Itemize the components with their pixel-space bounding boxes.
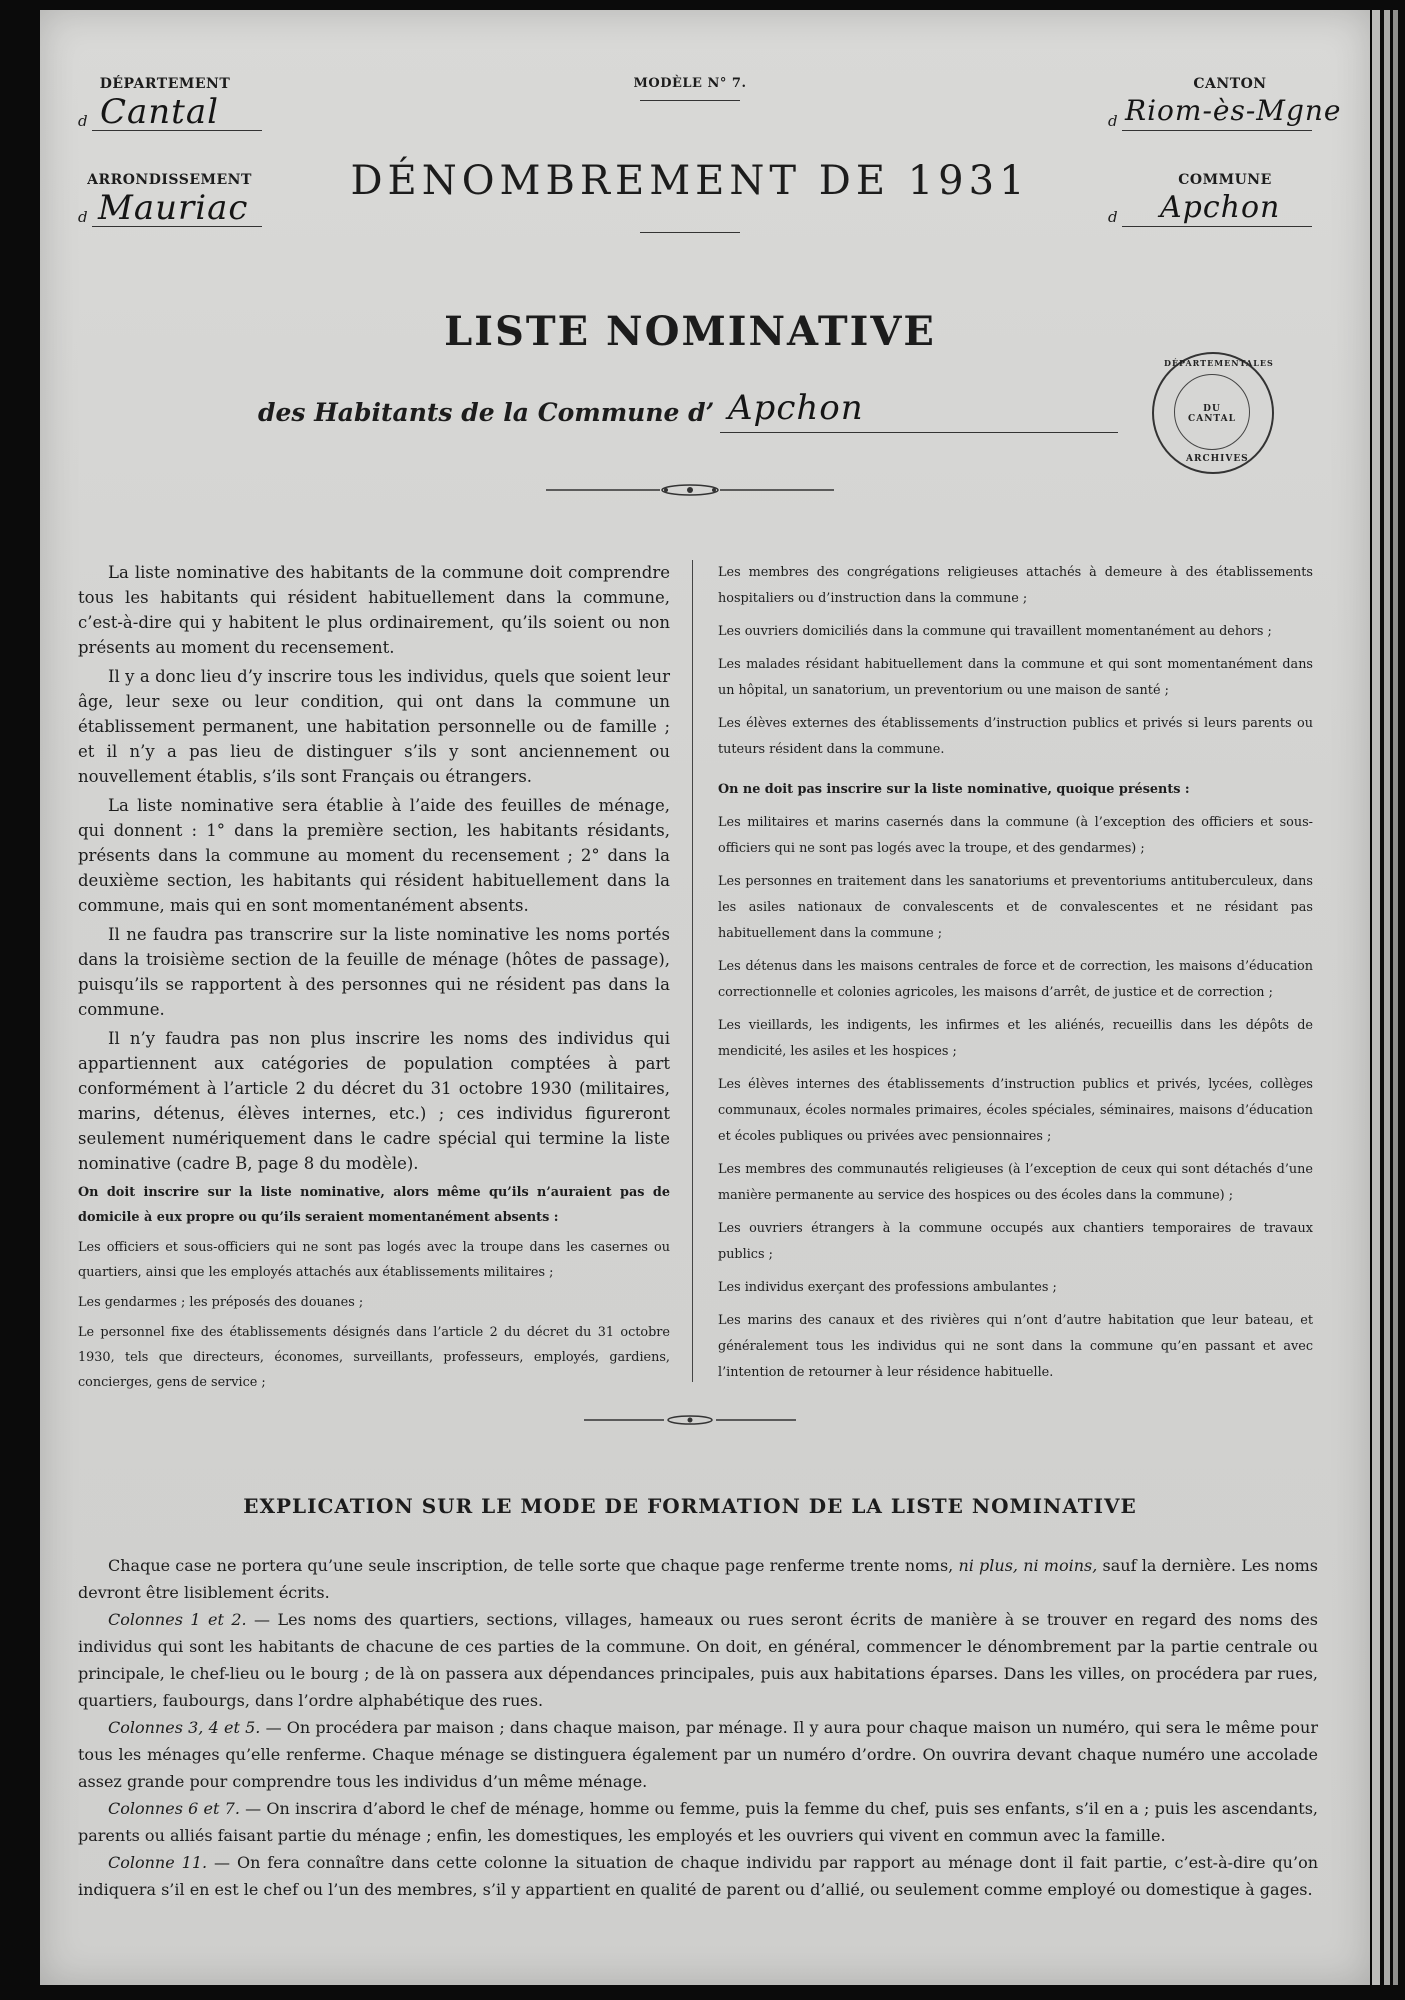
list-item: Les malades résidant habituellement dans la commune et qui sont momentanément dans un hôpital, un sanatorium, un preventorium ou une maison de santé ; — [718, 657, 1313, 698]
subtitle-commune-value: Apchon — [728, 388, 864, 428]
column-label: Colonnes 3, 4 et 5. — [108, 1718, 261, 1737]
paragraph — [78, 1606, 1318, 1714]
column-label: Colonnes 6 et 7. — [108, 1799, 240, 1818]
column-divider — [692, 560, 693, 1382]
fill-line — [1122, 130, 1312, 131]
text-run: — On fera connaître dans cette colonne la situation de chaque individu par rapport au ménage dont il fait partie, c’est-à-dire qu’on indiquera s’il en est le chef ou l’un des membres, s’il y appartient en qualité de parent ou d’allié, ou seulement comme employé ou domestique à gages. — [78, 1853, 1319, 1899]
departement-label: DÉPARTEMENT — [99, 76, 231, 92]
text-run: sauf la dernière. Les noms devront être lisiblement écrits. — [78, 1556, 1319, 1602]
fill-line — [720, 432, 1118, 433]
list-item: Les ouvriers domiciliés dans la commune qui travaillent momentanément au dehors ; — [718, 624, 1272, 639]
list-item: Les membres des communautés religieuses (à l’exception de ceux qui sont détachés d’une manière permanente au service des hospices ou des écoles dans la commune) ; — [718, 1162, 1313, 1203]
d-prefix: d — [78, 208, 88, 226]
list-item: Les militaires et marins casernés dans la commune (à l’exception des officiers et sous-officiers qui ne sont pas logés avec la troupe, et des gendarmes) ; — [718, 815, 1313, 856]
list-item: Les élèves externes des établissements d’instruction publics et privés si leurs parents ou tuteurs résident dans la commune. — [718, 716, 1313, 757]
fill-line — [1122, 226, 1312, 227]
list-item: Les membres des congrégations religieuses attachés à demeure à des établissements hospitaliers ou d’instruction dans la commune ; — [718, 565, 1313, 606]
instructions-left — [78, 560, 670, 1180]
canton-value: Riom-ès-Mgne — [1125, 94, 1342, 127]
page-edge — [1372, 10, 1380, 1985]
paragraph: Il n’y faudra pas non plus inscrire les noms des individus qui appartiennent aux catégories de population comptées à part conformément à l’article 2 du décret du 31 octobre 1930 (militaires, marins, détenus, élèves internes, etc.) ; ces individus figureront seulement numériquement dans le cadre spécial qui termine la liste nominative (cadre B, page 8 du modèle). — [78, 1029, 670, 1173]
modele-number: MODÈLE N° 7. — [633, 76, 747, 91]
list-item: Les ouvriers étrangers à la commune occupés aux chantiers temporaires de travaux publics ; — [718, 1221, 1313, 1262]
arrondissement-value: Mauriac — [98, 188, 249, 228]
inscrire-list — [78, 1180, 670, 1400]
list-item: Les vieillards, les indigents, les infirmes et les aliénés, recueillis dans les dépôts de mendicité, les asiles et les hospices ; — [718, 1018, 1313, 1059]
liste-title: LISTE NOMINATIVE — [444, 308, 936, 355]
paragraph: Il y a donc lieu d’y inscrire tous les individus, quels que soient leur âge, leur sexe ou leur condition, qui ont dans la commune un établissement permanent, une habitation personnelle ou de famille ; et il n’y a pas lieu de distinguer s’ils y sont anciennement ou nouvellement établis, s’ils sont Français ou étrangers. — [78, 667, 670, 786]
paragraph: La liste nominative des habitants de la commune doit comprendre tous les habitants qui résident habituellement dans la commune, c’est-à-dire qui y habitent le plus ordinairement, qu’ils soient ou non présents au moment du recensement. — [78, 563, 670, 657]
stamp-text: DU CANTAL — [1188, 404, 1236, 424]
text-run: — On inscrira d’abord le chef de ménage, homme ou femme, puis la femme du chef, puis ses enfants, s’il en a ; puis les ascendants, parents ou alliés faisant partie du ménage ; enfin, les domestiques, les employés et les ouvriers qui vivent en commun avec la famille. — [78, 1799, 1319, 1845]
paragraph — [78, 1795, 1318, 1849]
commune-value: Apchon — [1160, 190, 1281, 225]
stamp-text: DÉPARTEMENTALES — [1164, 358, 1274, 368]
column-label: Colonne 11. — [108, 1853, 208, 1872]
list-item: Les officiers et sous-officiers qui ne sont pas logés avec la troupe dans les casernes ou quartiers, ainsi que les employés attachés aux établissements militaires ; — [78, 1240, 670, 1280]
paragraph: Il ne faudra pas transcrire sur la liste nominative les noms portés dans la troisième section de la feuille de ménage (hôtes de passage), puisqu’ils se rapportent à des personnes qui ne résident pas dans la commune. — [78, 925, 670, 1019]
paragraph — [78, 1714, 1318, 1795]
d-prefix: d — [1108, 112, 1118, 130]
section-heading: On doit inscrire sur la liste nominative, alors même qu’ils n’auraient pas de domicile à eux propre ou qu’ils seraient momentanément absents : — [78, 1185, 670, 1225]
list-item: Les détenus dans les maisons centrales de force et de correction, les maisons d’éducation correctionnelle et colonies agricoles, les maisons d’arrêt, de justice et de correction ; — [718, 959, 1313, 1000]
d-prefix: d — [1108, 208, 1118, 226]
paragraph — [78, 1552, 1318, 1606]
list-item: Les gendarmes ; les préposés des douanes ; — [78, 1295, 364, 1310]
instructions-right — [718, 560, 1313, 1393]
list-item: Les personnes en traitement dans les sanatoriums et preventoriums antituberculeux, dans les asiles nationaux de convalescents et de convalescentes et ne résidant pas habituellement dans la commune ; — [718, 874, 1313, 941]
paragraph: La liste nominative sera établie à l’aide des feuilles de ménage, qui donnent : 1° dans la première section, les habitants résidants, présents dans la commune au moment du recensement ; 2° dans la deuxième section, les habitants qui résident habituellement dans la commune, mais qui en sont momentanément absents. — [78, 796, 670, 915]
explication-title: EXPLICATION SUR LE MODE DE FORMATION DE LA LISTE NOMINATIVE — [243, 1494, 1137, 1518]
page-edge — [1393, 10, 1398, 1985]
list-item: Les individus exerçant des professions ambulantes ; — [718, 1280, 1057, 1295]
stamp-text: ARCHIVES — [1186, 454, 1249, 464]
paragraph — [78, 1849, 1318, 1903]
list-item: Les marins des canaux et des rivières qui n’ont d’autre habitation que leur bateau, et généralement tous les individus qui ne sont dans la commune qu’en passant et avec l’intention de retourner à leur résidence habituelle. — [718, 1313, 1313, 1380]
text-run: ni plus, ni moins, — [958, 1556, 1098, 1575]
page-edge — [1384, 10, 1390, 1985]
ornament-divider — [580, 1412, 800, 1428]
departement-value: Cantal — [100, 92, 219, 132]
archives-stamp — [1152, 352, 1274, 474]
explication-body — [78, 1552, 1318, 1903]
page-title: DÉNOMBREMENT DE 1931 — [350, 158, 1030, 204]
divider — [640, 100, 740, 101]
text-run: Chaque case ne portera qu’une seule inscription, de telle sorte que chaque page renferme trente noms, — [108, 1556, 959, 1575]
canton-label: CANTON — [1193, 76, 1267, 92]
ornament-divider — [540, 480, 840, 500]
text-run: — Les noms des quartiers, sections, villages, hameaux ou rues seront écrits de manière à se trouver en regard des noms des individus qui sont les habitants de chacune de ces parties de la commune. On doit, en général, commencer le dénombrement par la partie centrale ou principale, le chef-lieu ou le bourg ; de là on passera aux dépendances principales, puis aux habitations éparses. Dans les villes, on procédera par rues, quartiers, faubourgs, dans l’ordre alphabétique des rues. — [78, 1610, 1318, 1710]
list-item: Le personnel fixe des établissements désignés dans l’article 2 du décret du 31 octobre 1930, tels que directeurs, économes, surveillants, professeurs, employés, gardiens, concierges, gens de service ; — [78, 1325, 670, 1390]
commune-label: COMMUNE — [1178, 172, 1272, 188]
subtitle-printed: des Habitants de la Commune d’ — [258, 398, 715, 427]
section-heading: On ne doit pas inscrire sur la liste nominative, quoique présents : — [718, 782, 1190, 797]
arrondissement-label: ARRONDISSEMENT — [87, 172, 252, 188]
text-run: — On procédera par maison ; dans chaque maison, par ménage. Il y aura pour chaque maison un numéro, qui sera le même pour tous les ménages qu’elle renferme. Chaque ménage se distinguera également par un numéro d’ordre. On ouvrira devant chaque numéro une accolade assez grande pour comprendre tous les individus d’un même ménage. — [78, 1718, 1318, 1791]
list-item: Les élèves internes des établissements d’instruction publics et privés, lycées, collèges communaux, écoles normales primaires, écoles spéciales, séminaires, maisons d’éducation et écoles publiques ou privées avec pensionnaires ; — [718, 1077, 1313, 1144]
column-label: Colonnes 1 et 2. — [108, 1610, 247, 1629]
d-prefix: d — [78, 112, 88, 130]
divider — [640, 232, 740, 233]
